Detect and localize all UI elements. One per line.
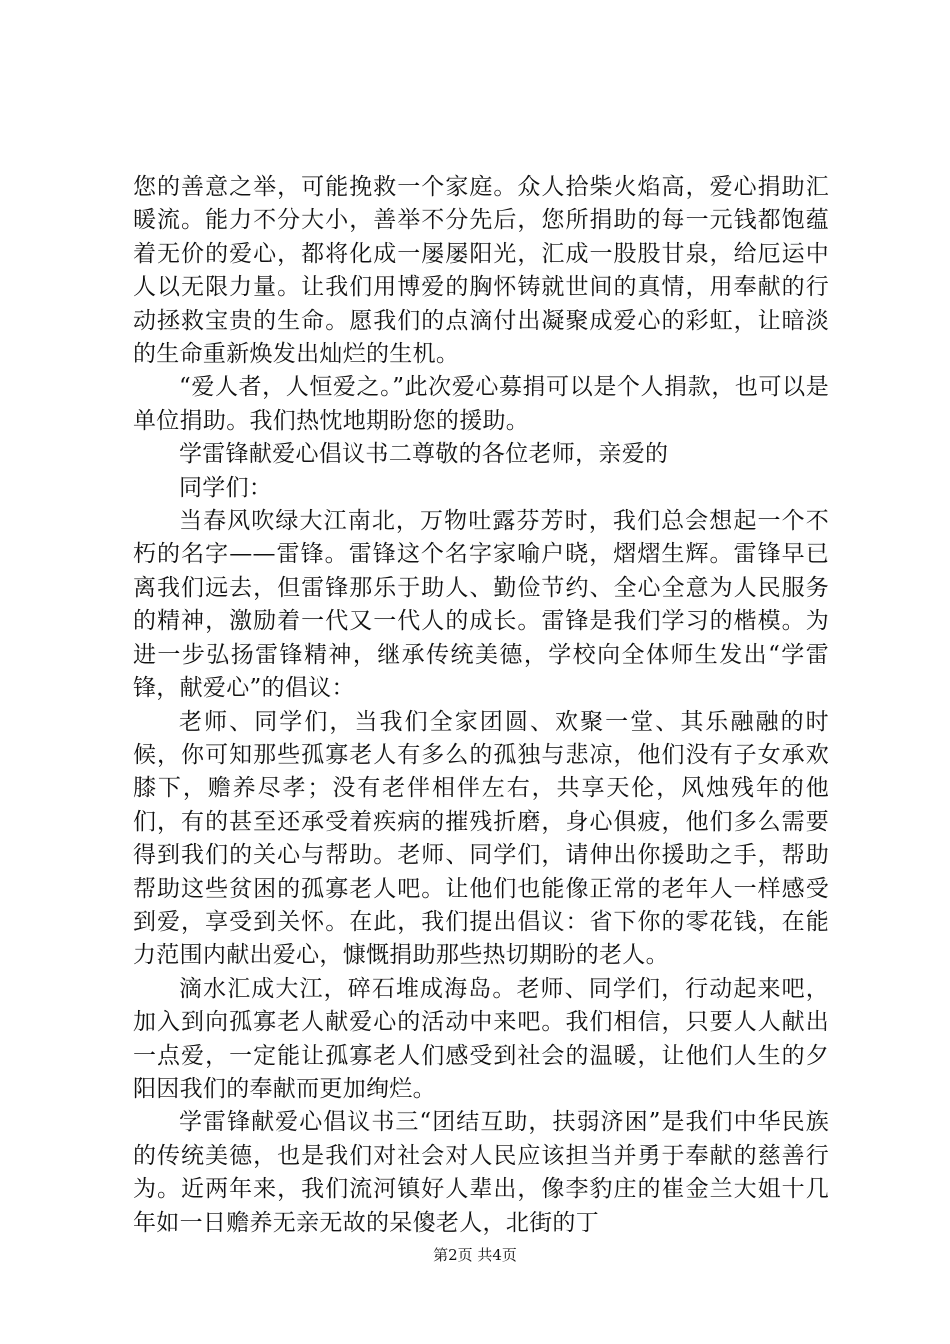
paragraph: 老师、同学们，当我们全家团圆、欢聚一堂、其乐融融的时候，你可知那些孤寡老人有多么的孤独与悲凉，他们没有子女承欢膝下，赡养尽孝；没有老伴相伴左右，共享天伦，风烛残年的他们，有的甚至还承受着疾病的摧残折磨，身心俱疲，他们多么需要得到我们的关心与帮助。老师、同学们，请伸出你援助之手，帮助帮助这些贫困的孤寡老人吧。让他们也能像正常的老年人一样感受到爱，享受到关怀。在此，我们提出倡议：省下你的零花钱，在能力范围内献出爱心，慷慨捐助那些热切期盼的老人。 bbox=[133, 708, 829, 969]
paragraph: 当春风吹绿大江南北，万物吐露芬芳时，我们总会想起一个不朽的名字——雷锋。雷锋这个名字家喻户晓，熠熠生辉。雷锋早已离我们远去，但雷锋那乐于助人、勤俭节约、全心全意为人民服务的精神，激励着一代又一代人的成长。雷锋是我们学习的楷模。为进一步弘扬雷锋精神，继承传统美德，学校向全体师生发出“学雷锋，献爱心”的倡议： bbox=[133, 508, 829, 702]
page-number-footer: 第2页 共4页 bbox=[433, 1246, 517, 1264]
paragraph: 学雷锋献爱心倡议书二尊敬的各位老师，亲爱的 bbox=[179, 441, 669, 468]
paragraph: 滴水汇成大江，碎石堆成海岛。老师、同学们，行动起来吧，加入到向孤寡老人献爱心的活动中来吧。我们相信，只要人人献出一点爱，一定能让孤寡老人们感受到社会的温暖，让他们人生的夕阳因我们的奉献而更加绚烂。 bbox=[133, 975, 829, 1102]
paragraph: “爱人者，人恒爱之。”此次爱心募捐可以是个人捐款，也可以是单位捐助。我们热忱地期盼您的援助。 bbox=[133, 374, 829, 434]
paragraph: 学雷锋献爱心倡议书三“团结互助，扶弱济困”是我们中华民族的传统美德，也是我们对社会对人民应该担当并勇于奉献的慈善行为。近两年来，我们流河镇好人辈出，像李豹庄的崔金兰大姐十几年如一日赡养无亲无故的呆傻老人，北街的丁 bbox=[133, 1109, 829, 1236]
document-body bbox=[133, 171, 829, 1240]
paragraph: 同学们： bbox=[179, 474, 273, 501]
paragraph: 您的善意之举，可能挽救一个家庭。众人拾柴火焰高，爱心捐助汇暖流。能力不分大小，善举不分先后，您所捐助的每一元钱都饱蕴着无价的爱心，都将化成一屡屡阳光，汇成一股股甘泉，给厄运中人以无限力量。让我们用博爱的胸怀铸就世间的真情，用奉献的行动拯救宝贵的生命。愿我们的点滴付出凝聚成爱心的彩虹，让暗淡的生命重新焕发出灿烂的生机。 bbox=[133, 174, 829, 368]
